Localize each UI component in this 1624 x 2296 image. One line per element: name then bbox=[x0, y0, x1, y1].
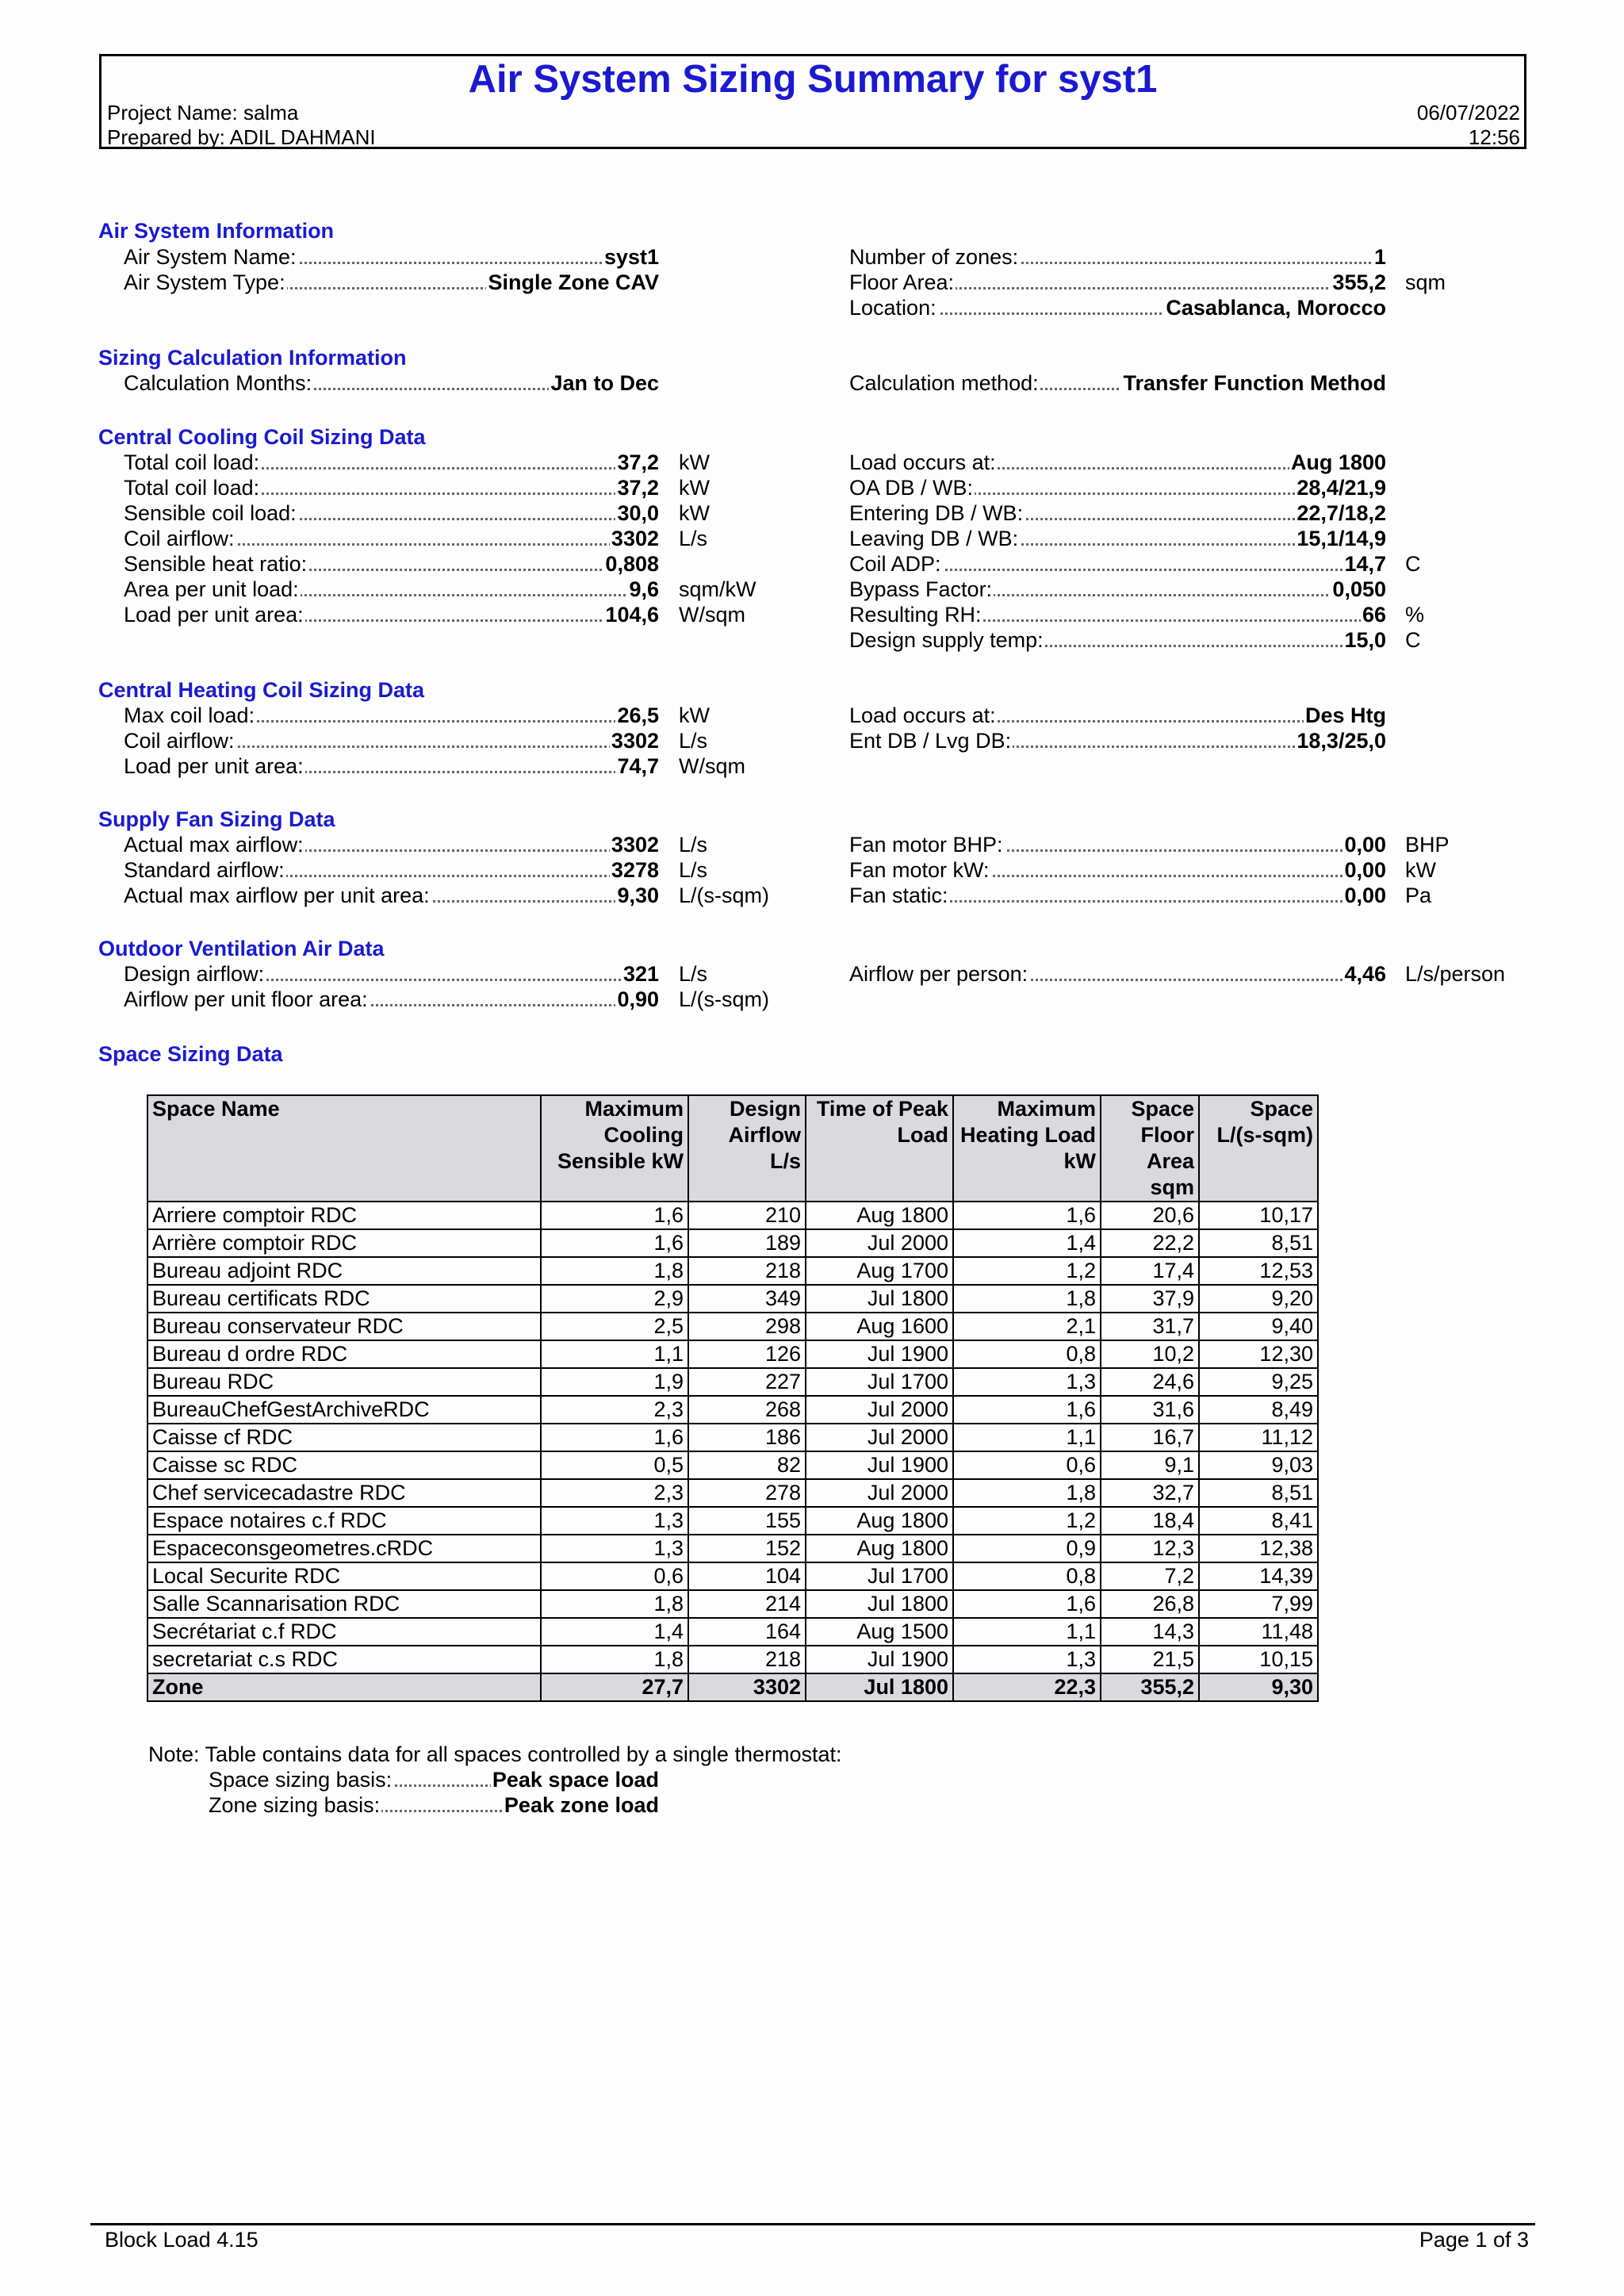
table-cell: Aug 1600 bbox=[806, 1313, 953, 1340]
table-cell: 227 bbox=[688, 1368, 806, 1396]
data-row bbox=[124, 883, 659, 908]
data-row bbox=[124, 832, 659, 857]
row-value: 15,1/14,9 bbox=[1297, 527, 1386, 550]
row-label: Fan static: bbox=[849, 884, 948, 907]
table-cell: Bureau RDC bbox=[147, 1368, 541, 1396]
row-value: 0,90 bbox=[617, 987, 659, 1011]
table-cell: 1,6 bbox=[541, 1229, 688, 1257]
row-unit: C bbox=[1405, 552, 1421, 576]
air-system-type: Single Zone CAV bbox=[488, 270, 659, 294]
row-label: Actual max airflow per unit area: bbox=[124, 884, 430, 907]
table-cell: 1,6 bbox=[953, 1202, 1101, 1229]
table-cell: 186 bbox=[688, 1424, 806, 1451]
row-unit: C bbox=[1405, 628, 1421, 652]
row-label: Total coil load: bbox=[124, 450, 260, 474]
table-cell: Aug 1800 bbox=[806, 1535, 953, 1562]
location-row: Location: Casablanca, Morocco bbox=[849, 296, 1386, 320]
col-design-airflow: Design Airflow L/s bbox=[688, 1095, 806, 1202]
footer-software: Block Load 4.15 bbox=[105, 2228, 259, 2252]
table-cell: 2,1 bbox=[953, 1313, 1101, 1340]
prepared-by: Prepared by: ADIL DAHMANI bbox=[107, 125, 376, 149]
row-unit: W/sqm bbox=[679, 754, 745, 778]
table-cell: Zone bbox=[147, 1673, 541, 1701]
table-cell: Jul 1900 bbox=[806, 1340, 953, 1368]
footer-divider bbox=[90, 2223, 1535, 2225]
data-row bbox=[849, 728, 1386, 753]
table-cell: Caisse sc RDC bbox=[147, 1451, 541, 1479]
floor-area-unit: sqm bbox=[1405, 270, 1446, 294]
row-label: Airflow per person: bbox=[849, 962, 1028, 986]
table-cell: 7,99 bbox=[1199, 1590, 1318, 1618]
row-label: Load per unit area: bbox=[124, 754, 304, 778]
table-cell: Salle Scannarisation RDC bbox=[147, 1590, 541, 1618]
data-row bbox=[849, 627, 1386, 653]
row-label: Standard airflow: bbox=[124, 858, 285, 882]
air-system-name-row: Air System Name: syst1 bbox=[124, 245, 659, 269]
row-value: 28,4/21,9 bbox=[1297, 476, 1386, 500]
row-value: 37,2 bbox=[617, 450, 659, 474]
table-cell: 14,39 bbox=[1199, 1562, 1318, 1590]
table-cell: 2,5 bbox=[541, 1313, 688, 1340]
table-cell: Aug 1800 bbox=[806, 1202, 953, 1229]
table-row bbox=[147, 1313, 1318, 1340]
data-row bbox=[124, 450, 659, 475]
table-cell: 24,6 bbox=[1101, 1368, 1199, 1396]
table-cell: 1,6 bbox=[953, 1396, 1101, 1424]
row-label: Area per unit load: bbox=[124, 577, 299, 601]
row-label: Coil ADP: bbox=[849, 552, 941, 576]
col-max-heating: Maximum Heating Load kW bbox=[953, 1095, 1101, 1202]
row-value: 3278 bbox=[611, 858, 659, 882]
row-label: Sensible heat ratio: bbox=[124, 552, 308, 576]
table-cell: secretariat c.s RDC bbox=[147, 1646, 541, 1673]
calc-months-value: Jan to Dec bbox=[550, 371, 659, 395]
row-value: 26,5 bbox=[617, 703, 659, 727]
table-cell: 8,51 bbox=[1199, 1479, 1318, 1507]
row-unit: kW bbox=[679, 450, 710, 474]
table-cell: 9,20 bbox=[1199, 1285, 1318, 1313]
row-label: Fan motor BHP: bbox=[849, 833, 1003, 857]
table-cell: 298 bbox=[688, 1313, 806, 1340]
calc-method-row: Calculation method: Transfer Function Method bbox=[849, 371, 1386, 395]
row-unit: L/s bbox=[679, 729, 708, 753]
calc-months-row: Calculation Months: Jan to Dec bbox=[124, 371, 659, 395]
table-cell: Local Securite RDC bbox=[147, 1562, 541, 1590]
table-row bbox=[147, 1257, 1318, 1285]
data-row bbox=[849, 526, 1386, 551]
table-cell: Jul 2000 bbox=[806, 1479, 953, 1507]
table-row bbox=[147, 1507, 1318, 1535]
table-cell: 8,41 bbox=[1199, 1507, 1318, 1535]
floor-area-row: Floor Area: 355,2 bbox=[849, 270, 1386, 294]
table-row bbox=[147, 1202, 1318, 1229]
footer-page: Page 1 of 3 bbox=[1419, 2228, 1529, 2252]
table-cell: 31,6 bbox=[1101, 1396, 1199, 1424]
report-header bbox=[99, 54, 1526, 149]
table-cell: 1,4 bbox=[953, 1229, 1101, 1257]
row-value: 3302 bbox=[611, 729, 659, 753]
row-label: Sensible coil load: bbox=[124, 501, 297, 525]
data-row bbox=[849, 602, 1386, 627]
zone-basis-value: Peak zone load bbox=[504, 1793, 659, 1817]
table-cell: 12,38 bbox=[1199, 1535, 1318, 1562]
row-value: 15,0 bbox=[1344, 628, 1386, 652]
row-label: OA DB / WB: bbox=[849, 476, 974, 500]
table-row bbox=[147, 1646, 1318, 1673]
table-row bbox=[147, 1451, 1318, 1479]
space-basis-value: Peak space load bbox=[492, 1768, 659, 1792]
table-cell: Bureau conservateur RDC bbox=[147, 1313, 541, 1340]
table-cell: Jul 1800 bbox=[806, 1590, 953, 1618]
table-cell: 1,3 bbox=[953, 1646, 1101, 1673]
data-row bbox=[849, 883, 1386, 908]
table-cell: BureauChefGestArchiveRDC bbox=[147, 1396, 541, 1424]
row-unit: W/sqm bbox=[679, 603, 745, 627]
data-row bbox=[849, 703, 1386, 728]
row-value: 3302 bbox=[611, 527, 659, 550]
cooling-title: Central Cooling Coil Sizing Data bbox=[98, 425, 426, 449]
table-row bbox=[147, 1618, 1318, 1646]
space-sizing-table bbox=[147, 1094, 1319, 1702]
row-value: 104,6 bbox=[605, 603, 659, 627]
table-cell: Espace notaires c.f RDC bbox=[147, 1507, 541, 1535]
zones-row: Number of zones: 1 bbox=[849, 245, 1386, 269]
row-value: 3302 bbox=[611, 833, 659, 857]
table-cell: 210 bbox=[688, 1202, 806, 1229]
table-cell: 1,8 bbox=[541, 1257, 688, 1285]
row-value: 0,050 bbox=[1332, 577, 1386, 601]
data-row bbox=[124, 961, 659, 987]
row-label: Ent DB / Lvg DB: bbox=[849, 729, 1012, 753]
table-cell: 1,3 bbox=[541, 1507, 688, 1535]
table-cell: 12,30 bbox=[1199, 1340, 1318, 1368]
data-row bbox=[124, 475, 659, 500]
table-cell: Jul 1700 bbox=[806, 1562, 953, 1590]
table-cell: Bureau d ordre RDC bbox=[147, 1340, 541, 1368]
ventilation-title: Outdoor Ventilation Air Data bbox=[98, 937, 385, 960]
project-name: Project Name: salma bbox=[107, 101, 299, 125]
table-cell: Caisse cf RDC bbox=[147, 1424, 541, 1451]
table-cell: Chef servicecadastre RDC bbox=[147, 1479, 541, 1507]
table-cell: 218 bbox=[688, 1257, 806, 1285]
table-cell: 12,3 bbox=[1101, 1535, 1199, 1562]
table-cell: 1,8 bbox=[953, 1285, 1101, 1313]
table-cell: 21,5 bbox=[1101, 1646, 1199, 1673]
row-value: 0,00 bbox=[1344, 858, 1386, 882]
table-cell: 1,8 bbox=[541, 1590, 688, 1618]
table-cell: 0,8 bbox=[953, 1340, 1101, 1368]
table-cell: Aug 1500 bbox=[806, 1618, 953, 1646]
table-cell: 126 bbox=[688, 1340, 806, 1368]
report-date: 06/07/2022 bbox=[1416, 101, 1520, 125]
table-row bbox=[147, 1562, 1318, 1590]
table-cell: 22,2 bbox=[1101, 1229, 1199, 1257]
calc-method-value: Transfer Function Method bbox=[1123, 371, 1386, 395]
row-label: Total coil load: bbox=[124, 476, 260, 500]
air-system-type-row: Air System Type: Single Zone CAV bbox=[124, 270, 659, 294]
col-time-of-peak: Time of Peak Load bbox=[806, 1095, 953, 1202]
row-unit: L/(s-sqm) bbox=[679, 884, 769, 907]
table-row bbox=[147, 1479, 1318, 1507]
table-cell: 2,3 bbox=[541, 1396, 688, 1424]
table-cell: 11,12 bbox=[1199, 1424, 1318, 1451]
table-cell: 189 bbox=[688, 1229, 806, 1257]
row-label: Coil airflow: bbox=[124, 729, 235, 753]
row-label: Resulting RH: bbox=[849, 603, 982, 627]
row-value: 9,30 bbox=[617, 884, 659, 907]
row-value: 0,00 bbox=[1344, 833, 1386, 857]
row-value: 0,00 bbox=[1344, 884, 1386, 907]
row-unit: L/s bbox=[679, 527, 708, 550]
table-cell: Aug 1700 bbox=[806, 1257, 953, 1285]
row-unit: kW bbox=[679, 501, 710, 525]
table-cell: 0,8 bbox=[953, 1562, 1101, 1590]
table-cell: 20,6 bbox=[1101, 1202, 1199, 1229]
row-value: 18,3/25,0 bbox=[1297, 729, 1386, 753]
table-cell: 2,3 bbox=[541, 1479, 688, 1507]
table-cell: 1,1 bbox=[541, 1340, 688, 1368]
data-row bbox=[124, 500, 659, 526]
row-label: Load occurs at: bbox=[849, 450, 996, 474]
data-row bbox=[124, 602, 659, 627]
row-unit: kW bbox=[679, 476, 710, 500]
table-cell: Aug 1800 bbox=[806, 1507, 953, 1535]
data-row bbox=[849, 450, 1386, 475]
table-cell: 0,6 bbox=[541, 1562, 688, 1590]
table-cell: Espaceconsgeometres.cRDC bbox=[147, 1535, 541, 1562]
table-cell: Jul 2000 bbox=[806, 1424, 953, 1451]
table-cell: 9,40 bbox=[1199, 1313, 1318, 1340]
table-cell: 0,6 bbox=[953, 1451, 1101, 1479]
table-row bbox=[147, 1590, 1318, 1618]
row-label: Bypass Factor: bbox=[849, 577, 993, 601]
row-label: Fan motor kW: bbox=[849, 858, 990, 882]
row-value: 4,46 bbox=[1344, 962, 1386, 986]
data-row bbox=[124, 551, 659, 577]
row-unit: L/s bbox=[679, 858, 708, 882]
row-label: Design supply temp: bbox=[849, 628, 1044, 652]
table-cell: 8,49 bbox=[1199, 1396, 1318, 1424]
zones-value: 1 bbox=[1373, 245, 1386, 269]
note-text: Note: Table contains data for all spaces controlled by a single thermostat: bbox=[148, 1742, 842, 1766]
table-cell: Jul 1800 bbox=[806, 1285, 953, 1313]
table-row bbox=[147, 1340, 1318, 1368]
data-row bbox=[124, 577, 659, 602]
table-cell: 1,9 bbox=[541, 1368, 688, 1396]
table-row bbox=[147, 1229, 1318, 1257]
table-cell: 27,7 bbox=[541, 1673, 688, 1701]
row-value: 30,0 bbox=[617, 501, 659, 525]
table-cell: 1,1 bbox=[953, 1618, 1101, 1646]
row-unit: kW bbox=[1405, 858, 1436, 882]
table-cell: 18,4 bbox=[1101, 1507, 1199, 1535]
row-label: Actual max airflow: bbox=[124, 833, 304, 857]
table-header-row bbox=[147, 1095, 1318, 1202]
table-cell: 9,25 bbox=[1199, 1368, 1318, 1396]
row-label: Airflow per unit floor area: bbox=[124, 987, 368, 1011]
data-row bbox=[124, 728, 659, 753]
data-row bbox=[849, 500, 1386, 526]
table-cell: Secrétariat c.f RDC bbox=[147, 1618, 541, 1646]
table-cell: 1,3 bbox=[541, 1535, 688, 1562]
row-label: Coil airflow: bbox=[124, 527, 235, 550]
table-cell: 31,7 bbox=[1101, 1313, 1199, 1340]
table-cell: 164 bbox=[688, 1618, 806, 1646]
row-label: Entering DB / WB: bbox=[849, 501, 1024, 525]
table-row bbox=[147, 1535, 1318, 1562]
air-system-info-title: Air System Information bbox=[98, 219, 335, 243]
row-label: Design airflow: bbox=[124, 962, 265, 986]
table-cell: 32,7 bbox=[1101, 1479, 1199, 1507]
table-cell: 278 bbox=[688, 1479, 806, 1507]
table-cell: 1,2 bbox=[953, 1507, 1101, 1535]
location-value: Casablanca, Morocco bbox=[1166, 296, 1386, 320]
heating-title: Central Heating Coil Sizing Data bbox=[98, 678, 425, 702]
row-value: 321 bbox=[622, 962, 659, 986]
row-value: 14,7 bbox=[1344, 552, 1386, 576]
row-value: Des Htg bbox=[1304, 703, 1386, 727]
col-ls-sqm: Space L/(s-sqm) bbox=[1199, 1095, 1318, 1202]
table-cell: 22,3 bbox=[953, 1673, 1101, 1701]
row-value: 37,2 bbox=[617, 476, 659, 500]
data-row bbox=[849, 551, 1386, 577]
data-row bbox=[124, 987, 659, 1012]
zone-basis-row: Zone sizing basis: Peak zone load bbox=[209, 1793, 659, 1817]
sizing-calc-title: Sizing Calculation Information bbox=[98, 346, 407, 370]
table-row bbox=[147, 1368, 1318, 1396]
table-cell: 26,8 bbox=[1101, 1590, 1199, 1618]
row-unit: BHP bbox=[1405, 833, 1450, 857]
table-cell: 11,48 bbox=[1199, 1618, 1318, 1646]
data-row bbox=[849, 475, 1386, 500]
table-cell: 37,9 bbox=[1101, 1285, 1199, 1313]
table-cell: 17,4 bbox=[1101, 1257, 1199, 1285]
row-label: Load per unit area: bbox=[124, 603, 304, 627]
table-cell: 3302 bbox=[688, 1673, 806, 1701]
table-cell: 10,15 bbox=[1199, 1646, 1318, 1673]
row-value: 0,808 bbox=[605, 552, 659, 576]
row-value: 9,6 bbox=[629, 577, 659, 601]
data-row bbox=[124, 857, 659, 883]
table-cell: 155 bbox=[688, 1507, 806, 1535]
table-cell: 0,5 bbox=[541, 1451, 688, 1479]
row-label: Max coil load: bbox=[124, 703, 255, 727]
air-system-name: syst1 bbox=[603, 245, 659, 269]
table-cell: Arriere comptoir RDC bbox=[147, 1202, 541, 1229]
table-cell: Bureau certificats RDC bbox=[147, 1285, 541, 1313]
table-cell: 214 bbox=[688, 1590, 806, 1618]
data-row bbox=[124, 526, 659, 551]
data-row bbox=[849, 857, 1386, 883]
table-cell: 349 bbox=[688, 1285, 806, 1313]
row-unit: % bbox=[1405, 603, 1425, 627]
report-time: 12:56 bbox=[1468, 125, 1520, 149]
table-cell: Jul 2000 bbox=[806, 1396, 953, 1424]
table-cell: 12,53 bbox=[1199, 1257, 1318, 1285]
table-cell: 8,51 bbox=[1199, 1229, 1318, 1257]
data-row bbox=[849, 577, 1386, 602]
table-cell: 1,4 bbox=[541, 1618, 688, 1646]
row-unit: L/s bbox=[679, 833, 708, 857]
zone-total-row bbox=[147, 1673, 1318, 1701]
table-cell: 9,03 bbox=[1199, 1451, 1318, 1479]
table-cell: 218 bbox=[688, 1646, 806, 1673]
table-cell: 82 bbox=[688, 1451, 806, 1479]
table-cell: 1,6 bbox=[541, 1202, 688, 1229]
col-floor-area: Space Floor Area sqm bbox=[1101, 1095, 1199, 1202]
row-value: Aug 1800 bbox=[1290, 450, 1386, 474]
table-cell: 1,6 bbox=[541, 1424, 688, 1451]
table-cell: 1,8 bbox=[541, 1646, 688, 1673]
row-unit: Pa bbox=[1405, 884, 1432, 907]
table-row bbox=[147, 1396, 1318, 1424]
row-label: Leaving DB / WB: bbox=[849, 527, 1019, 550]
table-cell: 9,1 bbox=[1101, 1451, 1199, 1479]
table-cell: 9,30 bbox=[1199, 1673, 1318, 1701]
table-cell: 1,2 bbox=[953, 1257, 1101, 1285]
table-cell: 0,9 bbox=[953, 1535, 1101, 1562]
table-cell: Jul 1700 bbox=[806, 1368, 953, 1396]
row-unit: kW bbox=[679, 703, 710, 727]
table-cell: Jul 1800 bbox=[806, 1673, 953, 1701]
table-cell: 10,2 bbox=[1101, 1340, 1199, 1368]
row-unit: L/s bbox=[679, 962, 708, 986]
table-cell: Jul 1900 bbox=[806, 1646, 953, 1673]
table-cell: 152 bbox=[688, 1535, 806, 1562]
data-row bbox=[849, 961, 1386, 987]
table-cell: 268 bbox=[688, 1396, 806, 1424]
space-sizing-title: Space Sizing Data bbox=[98, 1042, 283, 1066]
table-cell: 14,3 bbox=[1101, 1618, 1199, 1646]
table-cell: 355,2 bbox=[1101, 1673, 1199, 1701]
table-cell: 1,8 bbox=[953, 1479, 1101, 1507]
table-cell: 1,3 bbox=[953, 1368, 1101, 1396]
row-unit: L/s/person bbox=[1405, 962, 1506, 986]
data-row bbox=[124, 703, 659, 728]
row-value: 66 bbox=[1362, 603, 1386, 627]
table-cell: 1,6 bbox=[953, 1590, 1101, 1618]
report-title: Air System Sizing Summary for syst1 bbox=[468, 58, 1158, 101]
col-max-cooling: Maximum Cooling Sensible kW bbox=[541, 1095, 688, 1202]
table-cell: Bureau adjoint RDC bbox=[147, 1257, 541, 1285]
data-row bbox=[849, 832, 1386, 857]
row-unit: L/(s-sqm) bbox=[679, 987, 769, 1011]
row-value: 22,7/18,2 bbox=[1297, 501, 1386, 525]
col-space-name: Space Name bbox=[147, 1095, 541, 1202]
row-value: 74,7 bbox=[617, 754, 659, 778]
table-row bbox=[147, 1285, 1318, 1313]
data-row bbox=[124, 753, 659, 779]
table-cell: 1,1 bbox=[953, 1424, 1101, 1451]
table-row bbox=[147, 1424, 1318, 1451]
table-cell: 10,17 bbox=[1199, 1202, 1318, 1229]
floor-area-value: 355,2 bbox=[1332, 270, 1386, 294]
table-cell: 16,7 bbox=[1101, 1424, 1199, 1451]
row-label: Load occurs at: bbox=[849, 703, 996, 727]
table-cell: 104 bbox=[688, 1562, 806, 1590]
fan-title: Supply Fan Sizing Data bbox=[98, 807, 335, 831]
table-cell: 7,2 bbox=[1101, 1562, 1199, 1590]
space-basis-row: Space sizing basis: Peak space load bbox=[209, 1768, 659, 1792]
table-cell: Jul 2000 bbox=[806, 1229, 953, 1257]
row-unit: sqm/kW bbox=[679, 577, 756, 601]
table-cell: Jul 1900 bbox=[806, 1451, 953, 1479]
table-cell: Arrière comptoir RDC bbox=[147, 1229, 541, 1257]
table-cell: 2,9 bbox=[541, 1285, 688, 1313]
